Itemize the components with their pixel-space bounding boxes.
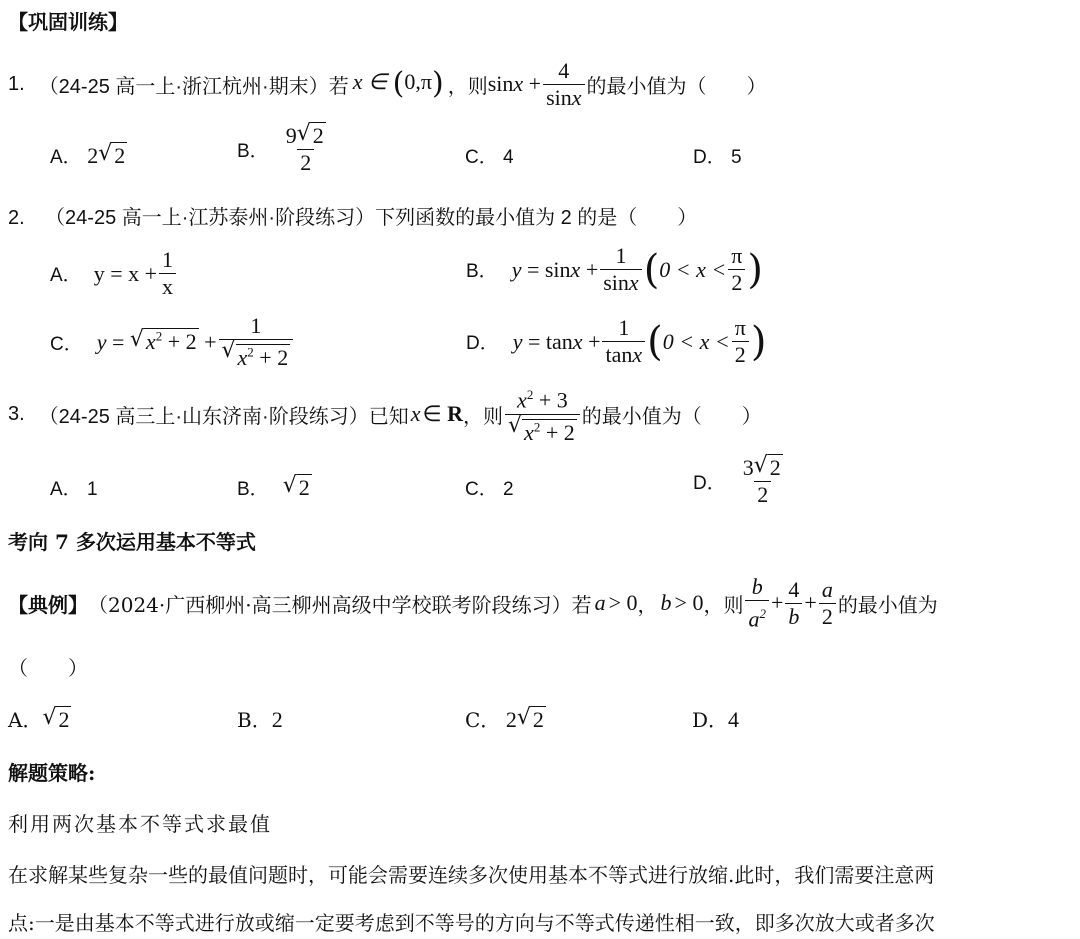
example-question: 【典例】 （2024·广西柳州·高三柳州高级中学校联考阶段练习）若 a > 0 ， b > 0 ，则 $\frac{b}{a^2}$ + $\frac{4}{b}$ + $\frac{a}{2}$ 的最小值为: [8, 573, 938, 632]
math-fraction: $\frac{4}{\sin x}$: [543, 59, 584, 110]
question-number: 3.: [8, 402, 25, 425]
question-source: （24-25 高三上·山东济南·阶段练习）已知: [38, 405, 409, 428]
question-ask: 的最小值为（ ）: [586, 75, 767, 98]
option-c: C． 4: [465, 147, 514, 168]
question-2: [8, 201, 697, 230]
option-d: D．4: [692, 707, 740, 732]
option-b: B．2: [237, 707, 283, 732]
question-source: （24-25 高一上·浙江杭州·期末）若: [38, 75, 349, 98]
answer-paren: （ ）: [8, 656, 88, 680]
option-d: D． $\frac{3√ 2}{2}$: [693, 456, 788, 507]
example-label: 【典例】: [8, 592, 88, 617]
option-a: A．√ 2: [8, 704, 71, 733]
question-number: 1.: [8, 72, 25, 95]
option-d: D． y = tanx + $\frac{1}{\tan x}$ ( 0 < x < $\frac{\pi}{2}$ ): [466, 315, 767, 367]
option-a: A． 1: [50, 479, 98, 500]
question-number: 2.: [8, 207, 25, 229]
option-b: B． y = sinx + $\frac{1}{\sin x}$ ( 0 < x < $\frac{\pi}{2}$ ): [466, 243, 763, 295]
question-ask: 的最小值为（ ）: [581, 405, 762, 428]
option-c: C． 2: [465, 479, 514, 500]
section-heading: 【巩固训练】: [8, 10, 128, 34]
question-3: 3. （24-25 高三上·山东济南·阶段练习）已知 x ∈ R ，则 $x^2 + 3$ √ $x^2 + 2$ 的最小值为（ ）: [8, 382, 762, 446]
paragraph-line: 点:一是由基本不等式进行放或缩一定要考虑到不等号的方向与不等式传递性相一致，即多次放大或者多次: [8, 911, 935, 935]
math-fraction: $x^2 + 3$ √ $x^2 + 2$: [505, 383, 580, 445]
option-c: C． 2√ 2: [465, 704, 546, 733]
option-c: C． y = √ $x^2 + 2$ + 1 √ $x^2 + 2$: [50, 314, 295, 370]
example-source: （2024·广西柳州·高三柳州高级中学校联考阶段练习）若: [88, 592, 592, 617]
example-ask: 的最小值为: [837, 592, 938, 617]
paragraph-line: 在求解某些复杂一些的最值问题时，可能会需要连续多次使用基本不等式进行放缩.此时，我们需要注意两: [8, 863, 935, 887]
strategy-label: 解题策略:: [8, 761, 96, 785]
option-d: D． 5: [693, 147, 742, 168]
math-expression: sinx +: [487, 71, 542, 96]
option-a: A． y = x + $\frac{1}{x}$: [50, 248, 178, 299]
strategy-title: 利用两次基本不等式求最值: [8, 812, 272, 836]
option-a: A． 2√ 2: [50, 142, 127, 169]
question-text: （24-25 高一上·江苏泰州·阶段练习）下列函数的最小值为 2 的是（ ）: [45, 207, 698, 229]
option-b: B． $\frac{9√ 2}{2}$: [237, 124, 331, 175]
math-condition: x ∈ (0,π): [352, 66, 444, 101]
section-title: 考向 7 多次运用基本不等式: [8, 530, 256, 554]
question-1: 1. （24-25 高一上·浙江杭州·期末）若 x ∈ (0,π) ，则 sinx + $\frac{4}{\sin x}$ 的最小值为（ ）: [8, 57, 767, 110]
option-b: B．√ 2: [237, 474, 312, 501]
